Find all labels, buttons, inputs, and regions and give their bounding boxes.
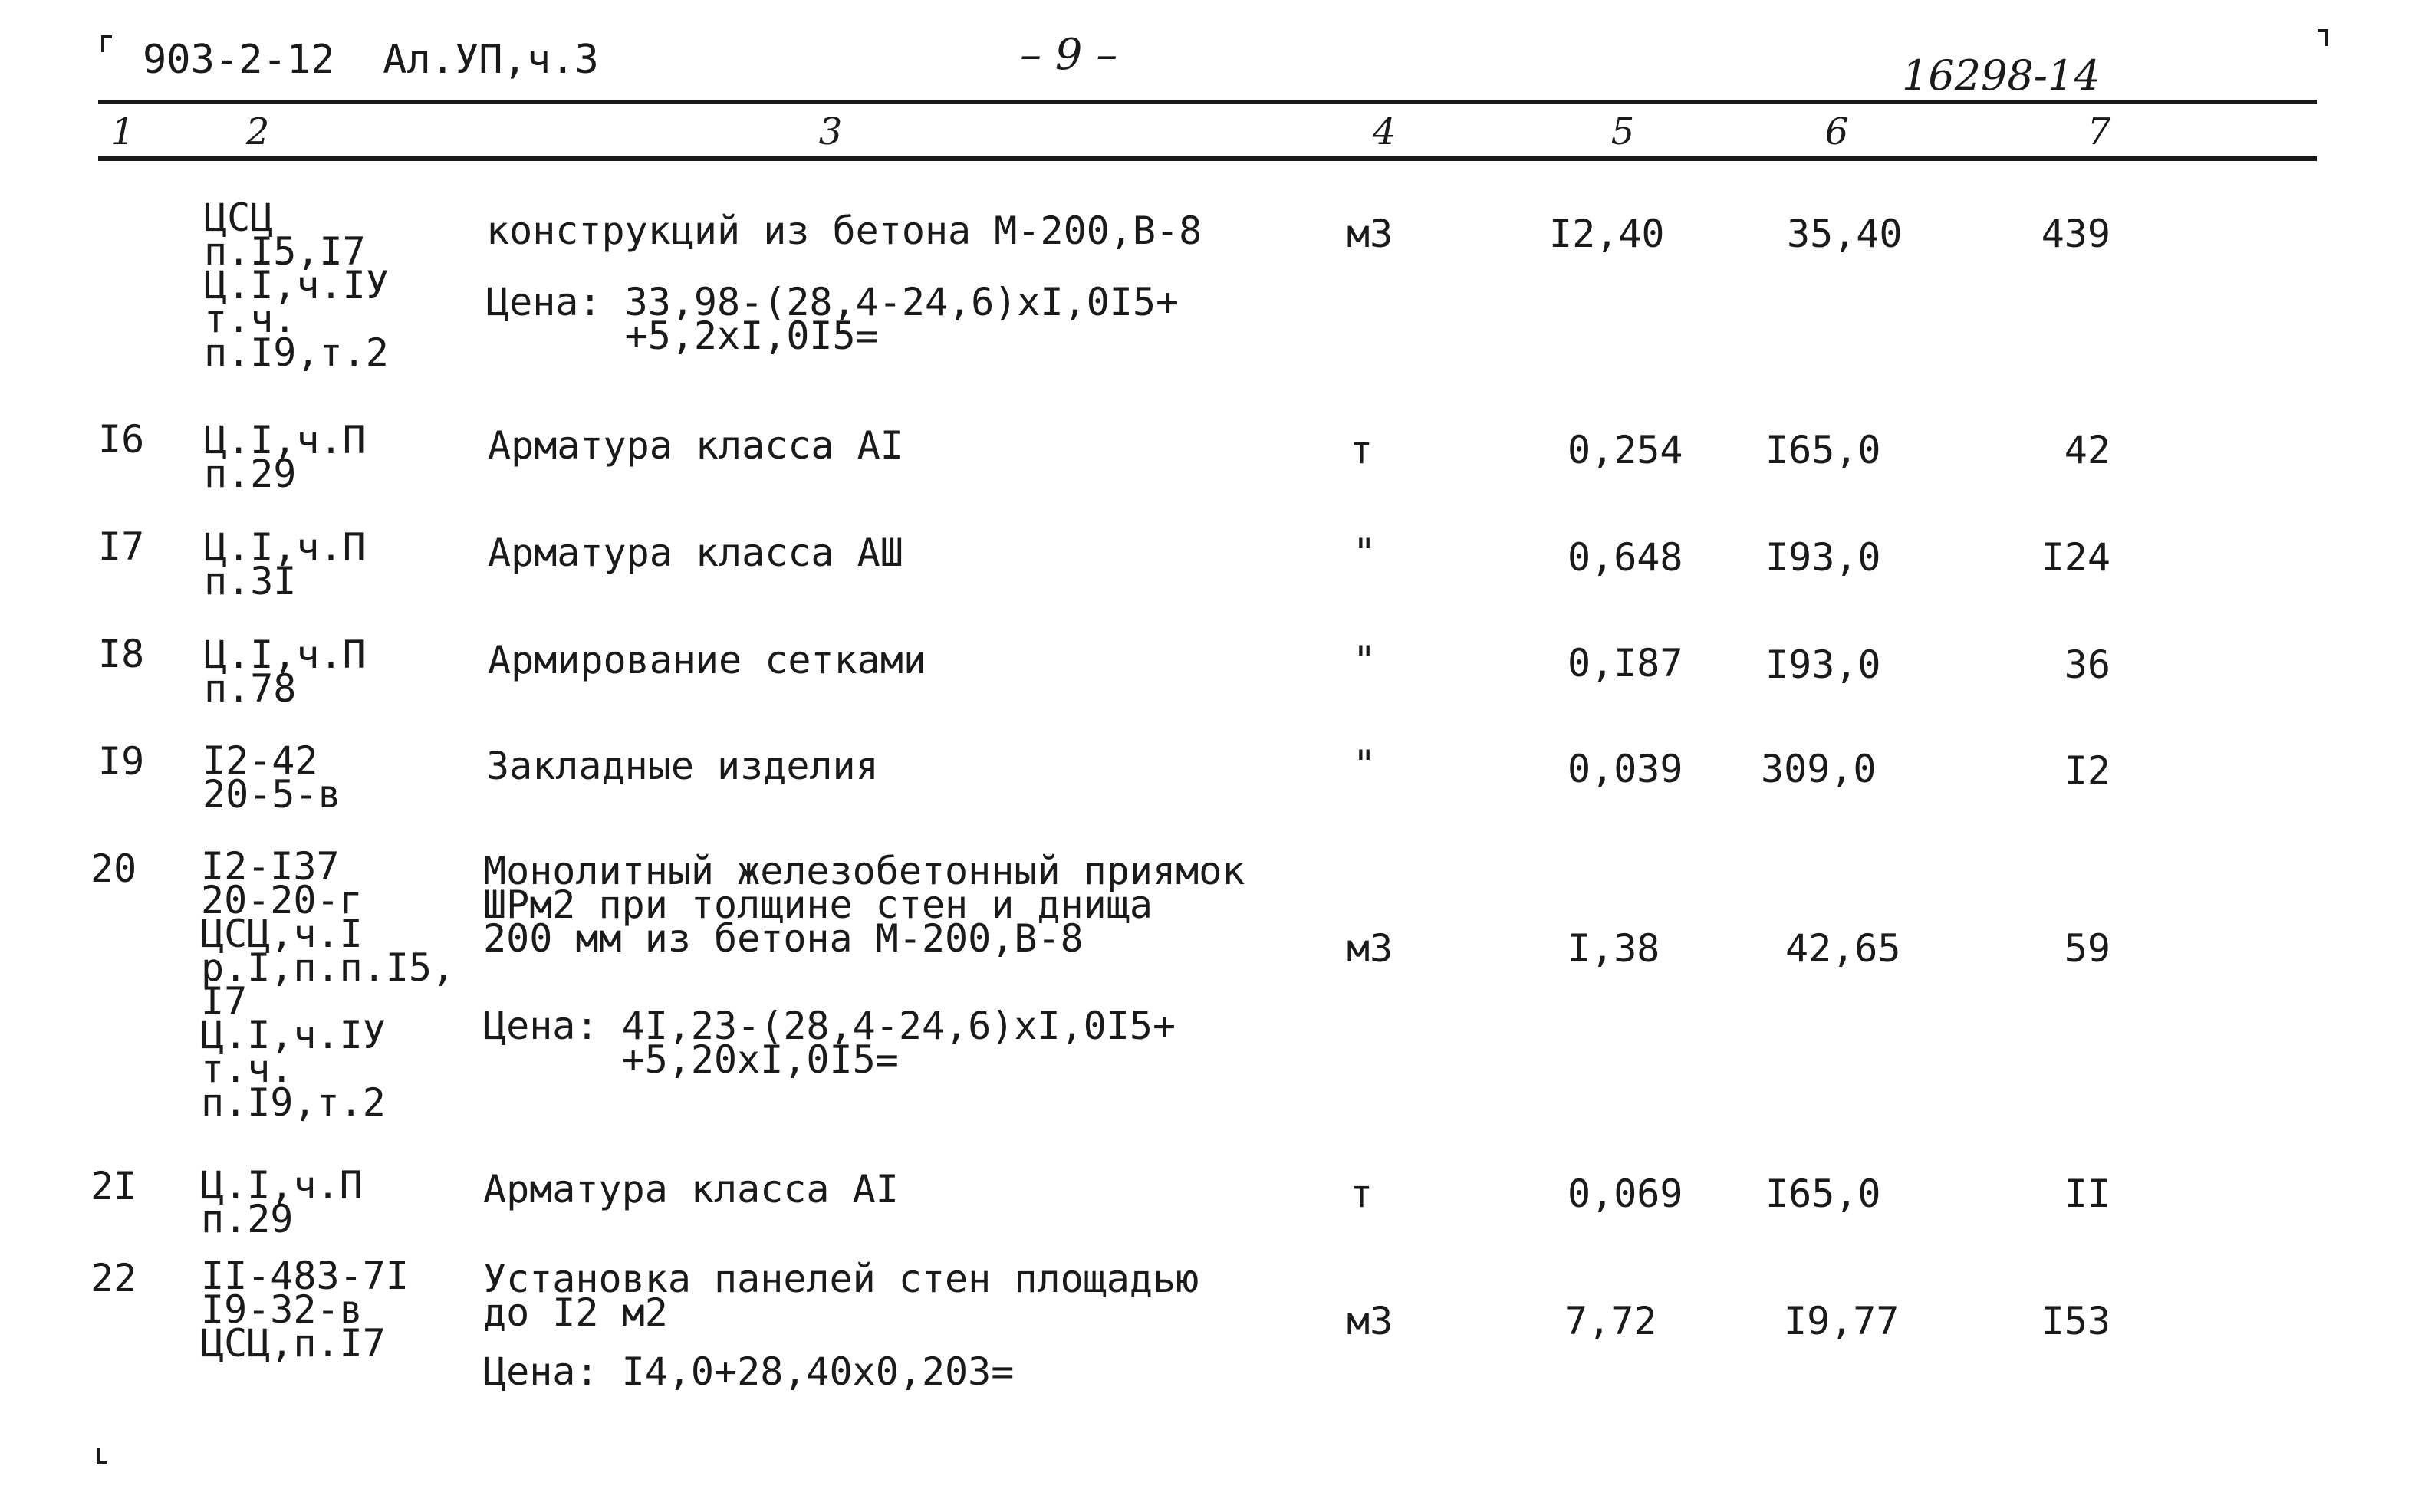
- row-description: Арматура класса АI: [483, 1167, 899, 1211]
- row-reference: I2-I37 20-20-г ЦСЦ,ч.I р.I,п.п.I5, I7 Ц.I,ч.IУ т.ч. п.I9,т.2: [201, 844, 456, 1125]
- row-unit: м3: [1347, 212, 1393, 256]
- row-number: I9: [98, 739, 145, 784]
- header-rule-bottom: [98, 156, 2317, 161]
- row-number: I7: [98, 524, 145, 569]
- row-unit-price: I9,77: [1784, 1299, 1900, 1343]
- row-unit: ": [1353, 531, 1377, 575]
- stamp-number: 16298-14: [1902, 51, 2101, 100]
- row-description: Армирование сетками: [488, 638, 926, 682]
- row-reference: II-483-7I I9-32-в ЦСЦ,п.I7: [201, 1254, 409, 1366]
- document-code: 903-2-12 Ал.УП,ч.3: [143, 37, 599, 83]
- row-unit: м3: [1347, 1299, 1393, 1343]
- column-header: 1: [110, 110, 135, 153]
- row-reference: I2-42 20-5-в: [202, 738, 341, 817]
- row-unit-price: I93,0: [1765, 535, 1881, 580]
- row-total: I53: [2041, 1299, 2110, 1343]
- row-number: I6: [98, 417, 145, 462]
- row-description: Арматура класса АI: [488, 423, 903, 468]
- row-total: 59: [2064, 926, 2110, 971]
- row-quantity: 0,I87: [1568, 641, 1683, 685]
- row-description: Закладные изделия: [486, 744, 879, 788]
- header-rule-top: [98, 100, 2317, 104]
- row-number: 2I: [90, 1164, 137, 1208]
- column-header: 7: [2087, 110, 2111, 153]
- row-unit-price: I93,0: [1765, 643, 1881, 687]
- corner-mark-bottom-left: [97, 1448, 107, 1464]
- column-header: 4: [1372, 110, 1397, 153]
- column-header: 3: [818, 110, 843, 153]
- row-quantity: I,38: [1568, 926, 1660, 971]
- column-header: 6: [1824, 110, 1849, 153]
- row-quantity: 0,254: [1568, 428, 1683, 472]
- row-reference: Ц.I,ч.П п.3I: [204, 525, 366, 603]
- row-unit: т: [1350, 1172, 1373, 1216]
- page-number: – 9 –: [1020, 30, 1118, 80]
- row-unit: ": [1353, 742, 1377, 787]
- row-unit-price: I65,0: [1765, 428, 1881, 472]
- row-price-formula: Цена: 4I,23-(28,4-24,6)хI,0I5+ +5,20хI,0I5=: [483, 1004, 1176, 1082]
- row-quantity: 0,069: [1568, 1172, 1683, 1216]
- row-description: Установка панелей стен площадью до I2 м2: [483, 1257, 1199, 1335]
- row-unit: м3: [1347, 926, 1393, 971]
- row-description: Монолитный железобетонный приямок ШРм2 при толщине стен и днища 200 мм из бетона М-200,В-8: [483, 849, 1245, 961]
- row-unit: т: [1350, 428, 1373, 472]
- row-total: 42: [2064, 428, 2110, 472]
- row-description: Арматура класса АШ: [488, 531, 903, 575]
- row-unit-price: 309,0: [1761, 747, 1877, 791]
- row-quantity: I2,40: [1549, 212, 1665, 256]
- row-quantity: 0,648: [1568, 535, 1683, 580]
- row-total: I24: [2041, 535, 2110, 580]
- row-unit-price: I65,0: [1765, 1172, 1881, 1216]
- row-reference: Ц.I,ч.П п.29: [201, 1163, 363, 1241]
- row-price-formula: Цена: 33,98-(28,4-24,6)хI,0I5+ +5,2хI,0I5=: [486, 280, 1179, 358]
- row-reference: ЦСЦ п.I5,I7 Ц.I,ч.IУ т.ч. п.I9,т.2: [204, 196, 389, 375]
- column-header: 2: [245, 110, 270, 153]
- row-number: 22: [90, 1256, 137, 1300]
- row-unit-price: 35,40: [1787, 212, 1903, 256]
- row-unit: ": [1353, 638, 1377, 682]
- row-total: 36: [2064, 643, 2110, 687]
- corner-mark-top-left: [101, 35, 112, 52]
- row-number: I8: [98, 632, 145, 676]
- row-total: 439: [2041, 212, 2110, 256]
- row-description: конструкций из бетона М-200,В-8: [486, 209, 1202, 253]
- row-total: II: [2064, 1172, 2110, 1216]
- row-reference: Ц.I,ч.П п.29: [204, 418, 366, 496]
- row-quantity: 0,039: [1568, 747, 1683, 791]
- row-number: 20: [90, 846, 137, 891]
- column-header: 5: [1610, 110, 1635, 153]
- row-quantity: 7,72: [1564, 1299, 1657, 1343]
- row-reference: Ц.I,ч.П п.78: [204, 633, 366, 711]
- row-price-formula: Цена: I4,0+28,40х0,203=: [483, 1349, 1015, 1394]
- row-unit-price: 42,65: [1785, 926, 1901, 971]
- row-total: I2: [2064, 748, 2110, 793]
- corner-mark-top-right: [2318, 29, 2328, 46]
